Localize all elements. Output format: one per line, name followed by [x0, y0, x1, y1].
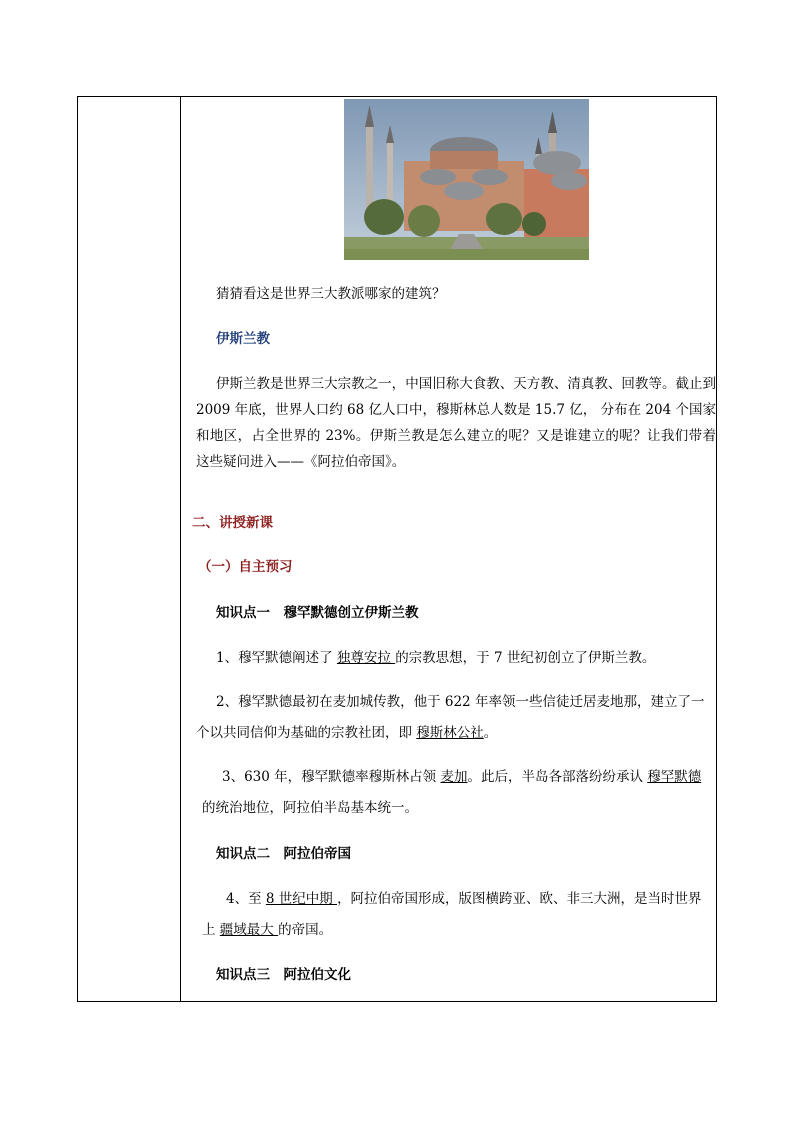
lesson-table [77, 96, 717, 1002]
answer-blank: 疆域最大 [219, 922, 279, 938]
point3-title: 知识点三 阿拉伯文化 [216, 967, 351, 983]
point1-item2-line1: 2、穆罕默德最初在麦加城传教，他于 622 年率领一些信徒迁居麦地那，建立了一 [216, 694, 705, 710]
answer-blank: 麦加 [440, 769, 468, 785]
intro-description: 伊斯兰教是世界三大宗教之一，中国旧称大食教、天方教、清真教、回教等。截止到 2009 年底，世界人口约 68 亿人口中，穆斯林总人数是 15.7 亿， 分布在 204 个国家和地区，占全世界的 23%。伊斯兰教是怎么建立的呢？又是谁建立的呢？让我们带着这些疑问进入——《阿拉伯帝国》。 [196, 376, 716, 470]
section-heading: 二、讲授新课 [192, 515, 273, 531]
point1-title: 知识点一 穆罕默德创立伊斯兰教 [216, 605, 419, 621]
point1-item3-line2: 的统治地位，阿拉伯半岛基本统一。 [202, 800, 418, 816]
answer-blank: 穆斯林公社 [416, 725, 484, 741]
point2-item4-line2: 上 疆域最大 的帝国。 [202, 922, 333, 938]
mosque-photo [344, 99, 589, 260]
answer-blank: 穆罕默德 [647, 769, 702, 785]
table-content-column [182, 97, 716, 1001]
point1-item1: 1、穆罕默德阐述了 独尊安拉 的宗教思想，于 7 世纪初创立了伊斯兰教。 [216, 650, 656, 666]
point1-item2-line2: 个以共同信仰为基础的宗教社团，即 穆斯林公社。 [196, 725, 498, 741]
intro-question: 猜猜看这是世界三大教派哪家的建筑？ [216, 286, 446, 302]
point2-title: 知识点二 阿拉伯帝国 [216, 846, 351, 862]
answer-blank: 独尊安拉 [336, 650, 396, 666]
table-left-column [78, 97, 181, 1001]
answer-blank: 8 世纪中期 [265, 891, 338, 907]
subsection-heading: （一）自主预习 [198, 559, 293, 575]
point2-item4-line1: 4、至 8 世纪中期 ，阿拉伯帝国形成，版图横跨亚、欧、非三大洲，是当时世界 [226, 891, 702, 907]
point1-item3-line1: 3、630 年，穆罕默德率穆斯林占领 麦加。此后，半岛各部落纷纷承认 穆罕默德 [222, 769, 702, 785]
intro-answer: 伊斯兰教 [216, 331, 270, 347]
